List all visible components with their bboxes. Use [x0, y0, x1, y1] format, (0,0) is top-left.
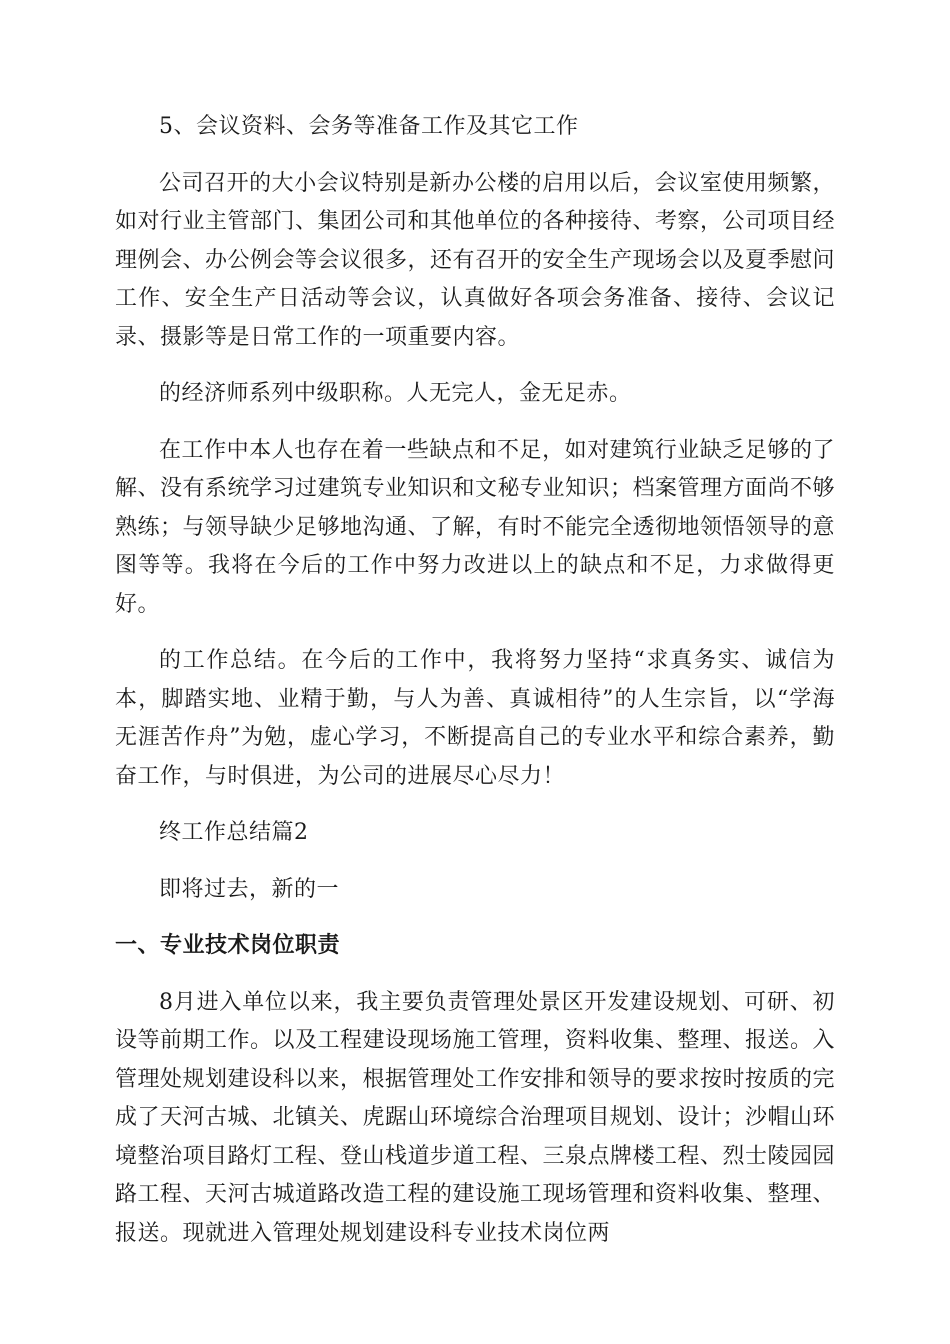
document-page: [115, 108, 835, 1253]
paragraph-3: 的经济师系列中级职称。人无完人，金无足赤。: [159, 381, 632, 406]
paragraph-4: 在工作中本人也存在着一些缺点和不足，如对建筑行业缺乏足够的了解、没有系统学习过建筑专业知识和文秘专业知识；档案管理方面尚不够熟练；与领导缺少足够地沟通、了解，有时不能完全透彻地领悟领导的意图等等。我将在今后的工作中努力改进以上的缺点和不足，力求做得更好。: [115, 437, 836, 617]
paragraph-2: 公司召开的大小会议特别是新办公楼的启用以后，会议室使用频繁，如对行业主管部门、集团公司和其他单位的各种接待、考察，公司项目经理例会、办公例会等会议很多，还有召开的安全生产现场会以及夏季慰问工作、安全生产日活动等会议，认真做好各项会务准备、接待、会议记录、摄影等是日常工作的一项重要内容。: [115, 170, 836, 350]
paragraph-5: 的工作总结。在今后的工作中，我将努力坚持“求真务实、诚信为本，脚踏实地、业精于勤，与人为善、真诚相待”的人生宗旨，以“学海无涯苦作舟”为勉，虚心学习，不断提高自己的专业水平和综合素养，勤奋工作，与时俱进，为公司的进展尽心尽力！: [115, 648, 835, 789]
section-heading: 一、专业技术岗位职责: [115, 933, 341, 958]
paragraph-7: 即将过去，新的一: [159, 876, 340, 902]
paragraph-8: 8月进入单位以来，我主要负责管理处景区开发建设规划、可研、初设等前期工作。以及工程建设现场施工管理，资料收集、整理、报送。入管理处规划建设科以来，根据管理处工作安排和领导的要求按时按质的完成了天河古城、北镇关、虎踞山环境综合治理项目规划、设计；沙帽山环境整治项目路灯工程、登山栈道步道工程、三泉点牌楼工程、烈士陵园园路工程、天河古城道路改造工程的建设施工现场管理和资料收集、整理、报送。现就进入管理处规划建设科专业技术岗位两: [115, 989, 836, 1246]
paragraph-6: 终工作总结篇2: [159, 820, 309, 845]
paragraph-1: 5、会议资料、会务等准备工作及其它工作: [159, 114, 579, 139]
